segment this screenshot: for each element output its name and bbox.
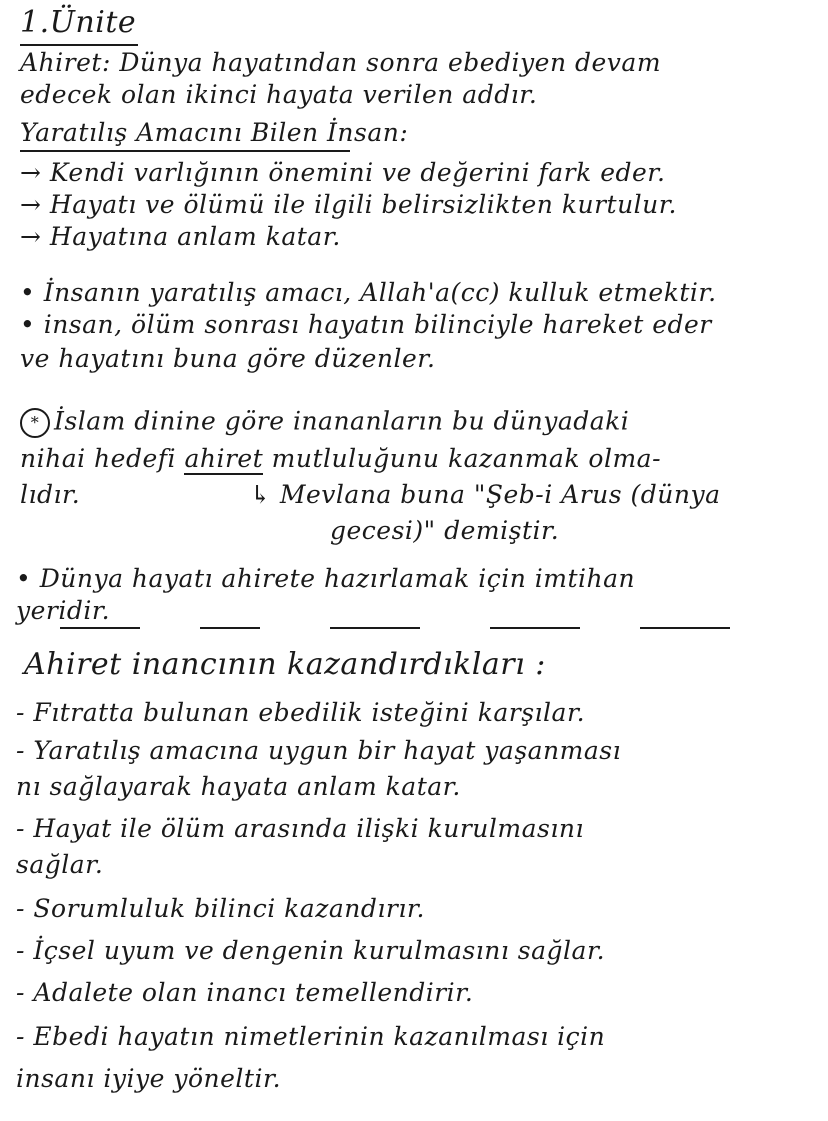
benefit-item: - Yaratılış amacına uygun bir hayat yaşanması [16,736,622,765]
benefit-item: - Fıtratta bulunan ebedilik isteğini karşılar. [16,698,586,727]
arrow-icon: → [20,190,42,219]
unit-title: 1.Ünite [20,5,137,40]
benefit-item: insanı iyiye yöneltir. [16,1064,282,1093]
paragraph-1-line-1: • İnsanın yaratılış amacı, Allah'a(cc) kulluk etmektir. [20,278,717,307]
purpose-item-3: → Hayatına anlam katar. [20,222,341,251]
benefit-item: - Hayat ile ölüm arasında ilişki kurulmasını [16,814,584,843]
heading-underline [20,150,350,152]
purpose-item-2: → Hayatı ve ölümü ile ilgili belirsizlikten kurtulur. [20,190,677,219]
definition-line-1: Ahiret: Dünya hayatından sonra ebediyen devam [20,48,662,77]
purpose-item-1: → Kendi varlığının önemini ve değerini fark eder. [20,158,666,187]
paragraph-1-line-2: • insan, ölüm sonrası hayatın bilinciyle hareket eder [20,310,712,339]
ahiret-underlined: ahiret [184,444,264,473]
islam-note-line-2: nihai hedefi ahiret mutluluğunu kazanmak olma- [20,444,662,473]
arrow-icon: → [20,222,42,251]
islam-note-line-4: gecesi)" demiştir. [330,516,560,545]
benefit-item: - Adalete olan inancı temellendirir. [16,978,474,1007]
world-life-line-1: • Dünya hayatı ahirete hazırlamak için imtihan [16,564,636,593]
benefits-heading: Ahiret inancının kazandırdıkları : [24,647,546,682]
arrow-icon: → [20,158,42,187]
benefit-item: - Sorumluluk bilinci kazandırır. [16,894,425,923]
definition-line-2: edecek olan ikinci hayata verilen addır. [20,80,538,109]
title-underline [20,44,138,46]
benefit-item: nı sağlayarak hayata anlam katar. [16,772,461,801]
divider-dash [490,627,580,629]
islam-note-line-3-end: ↳ Mevlana buna "Şeb-i Arus (dünya [250,480,721,509]
islam-note-line-3-start: lıdır. [20,480,81,509]
benefit-item: sağlar. [16,850,104,879]
star-icon: * [20,408,50,438]
benefit-item: - İçsel uyum ve dengenin kurulmasını sağlar. [16,936,606,965]
divider-dash [60,627,140,629]
paragraph-1-line-3: ve hayatını buna göre düzenler. [20,344,436,373]
creation-purpose-heading: Yaratılış Amacını Bilen İnsan: [20,118,409,147]
divider-dash [330,627,420,629]
divider-dash [640,627,730,629]
return-arrow-icon: ↳ [250,480,272,509]
world-life-line-2: yeridir. [16,596,111,625]
benefit-item: - Ebedi hayatın nimetlerinin kazanılması için [16,1022,606,1051]
divider-dash [200,627,260,629]
islam-note-line-1: * İslam dinine göre inananların bu dünyadaki [20,408,629,438]
